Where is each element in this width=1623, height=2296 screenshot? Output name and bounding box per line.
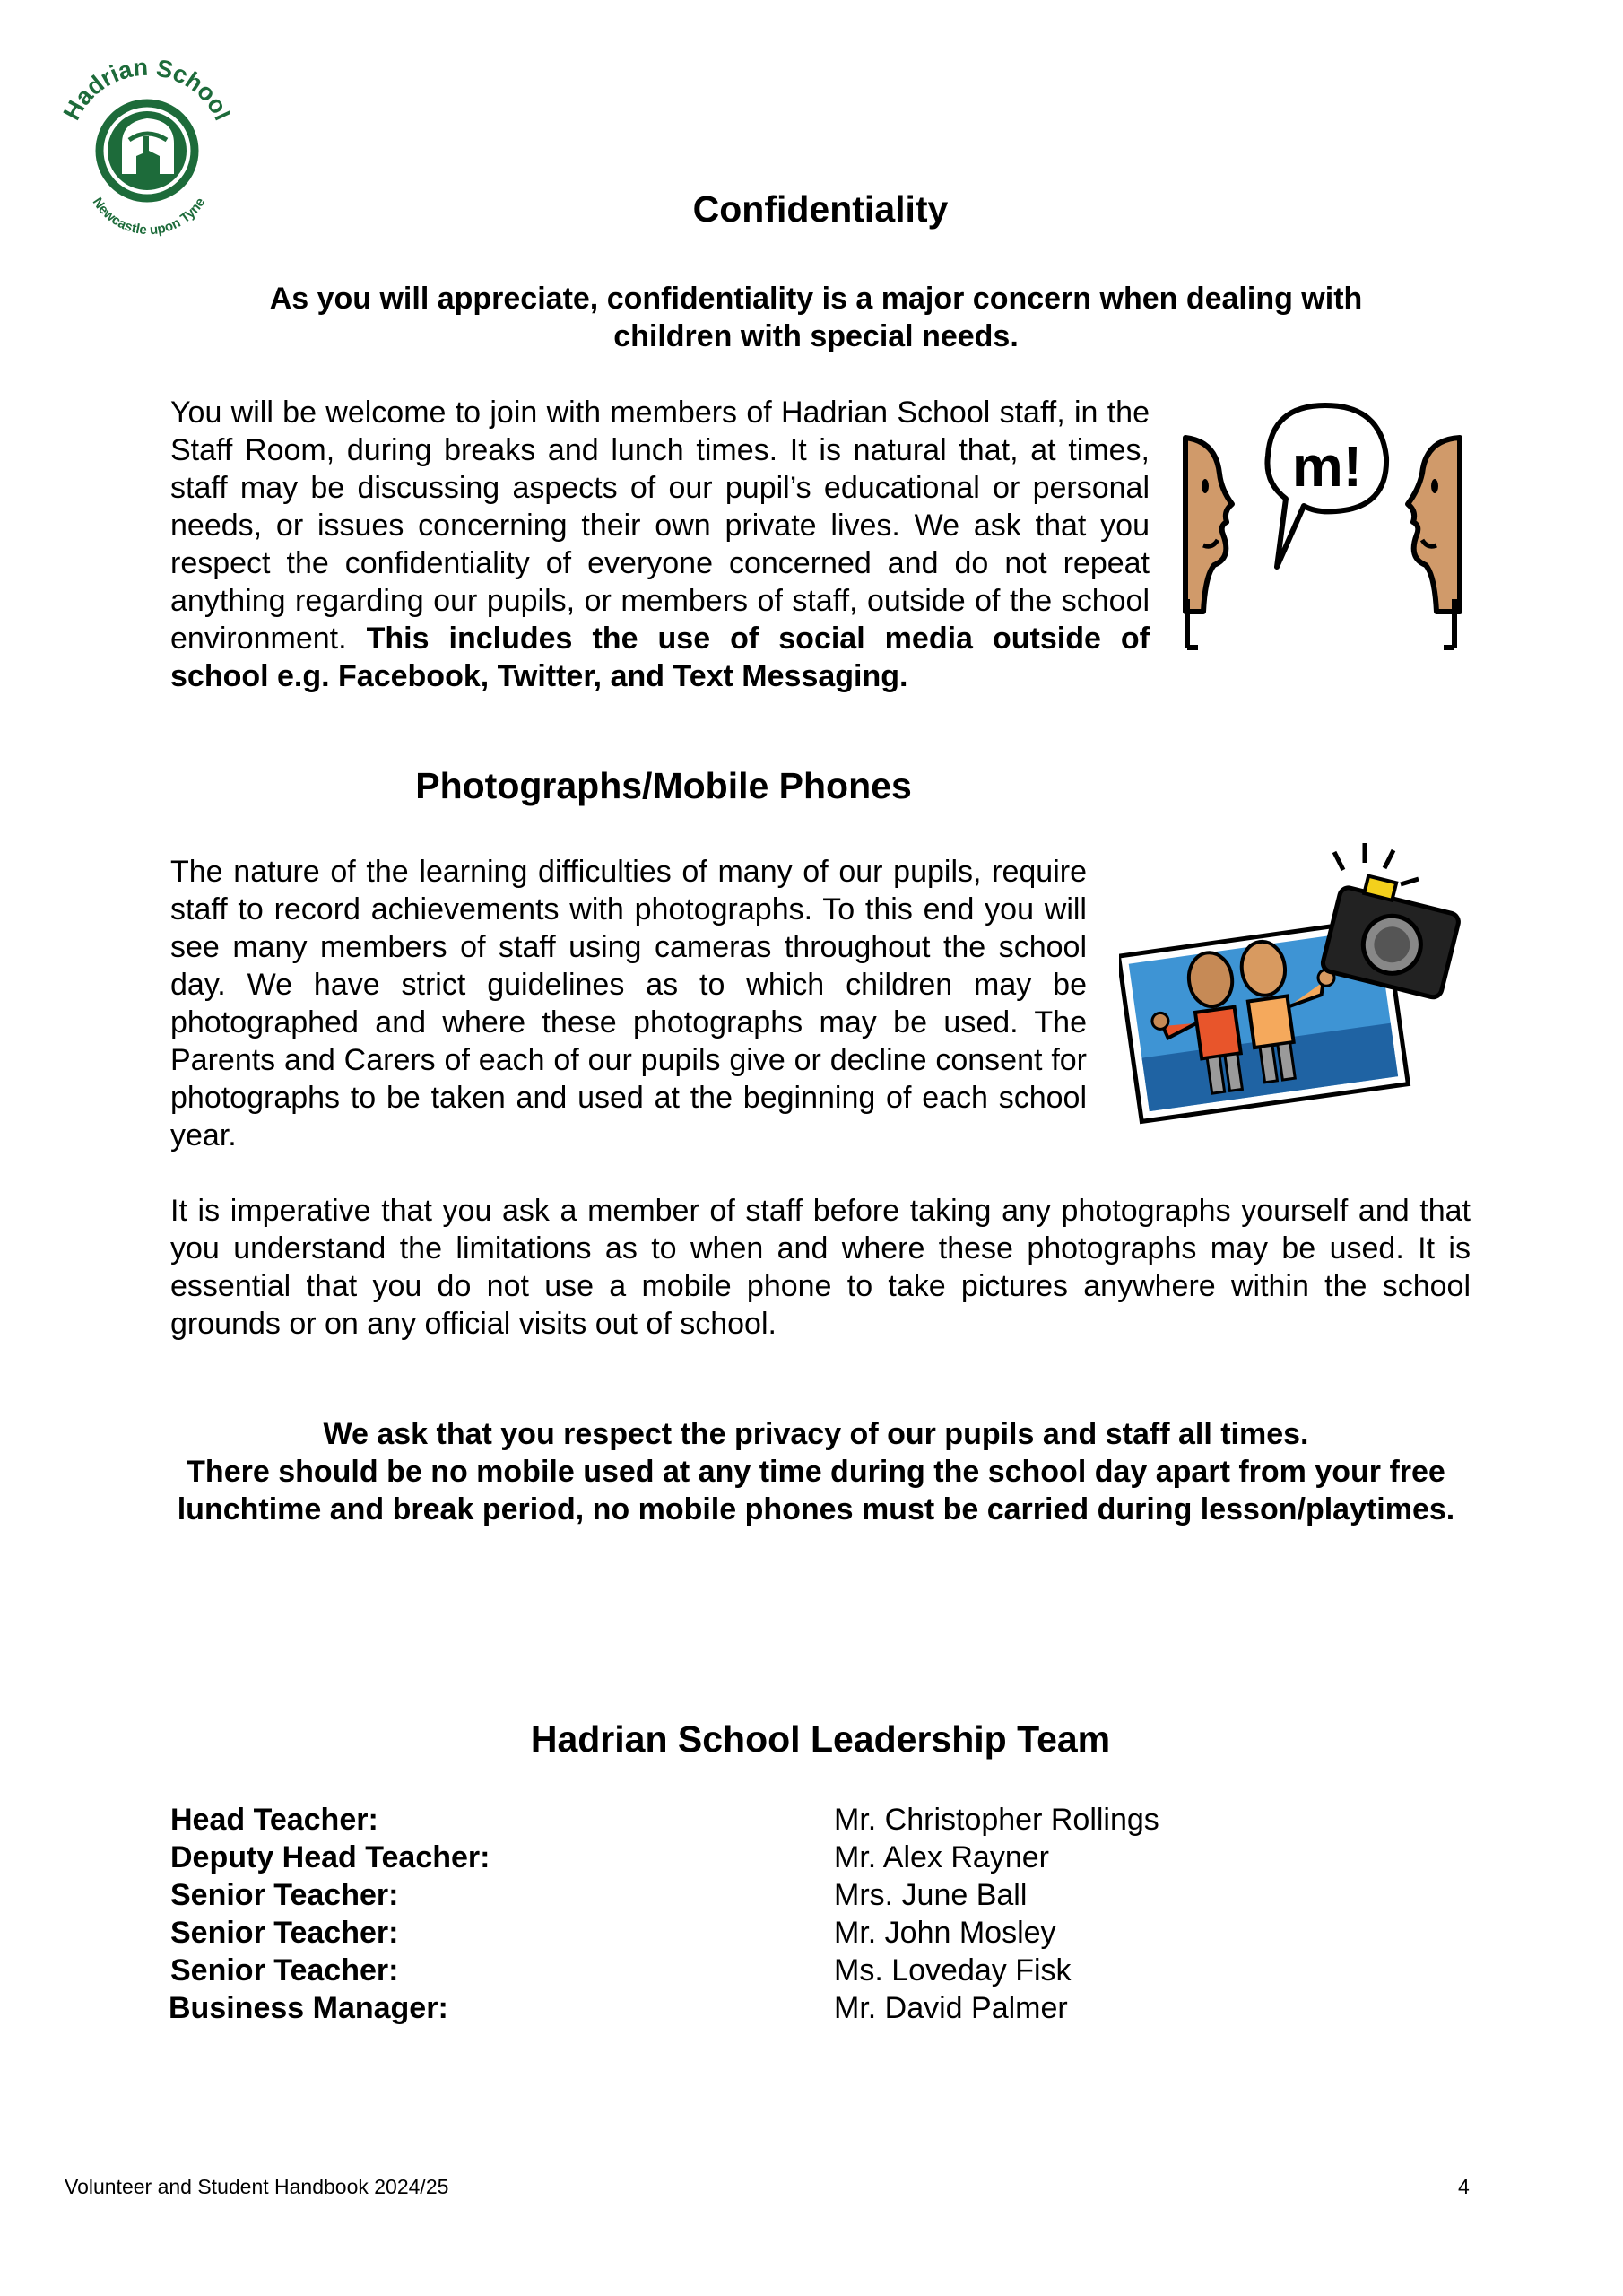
staff-role: Deputy Head Teacher: <box>170 1840 490 1874</box>
photographs-para-2: It is imperative that you ask a member of staff before taking any photographs yourself and that you understand the limitations as to when and where these photographs may be used. It is essential that you do not use a mobile phone to take pictures anywhere within the school grounds or on any official visits out of school. <box>170 1194 1471 1341</box>
leadership-row <box>0 1839 1623 1876</box>
staff-name: Mrs. June Ball <box>834 1878 1028 1912</box>
confidentiality-title: Confidentiality <box>692 188 949 230</box>
confidentiality-intro: As you will appreciate, confidentiality is a major concern when dealing with children with special needs. <box>269 282 1363 353</box>
photographs-illustration <box>1119 839 1465 1137</box>
leadership-row <box>0 1801 1623 1839</box>
staff-name: Mr. Christopher Rollings <box>834 1803 1159 1837</box>
staff-role: Business Manager: <box>169 1991 448 2025</box>
two-faces-talking-icon <box>1182 400 1463 657</box>
camera-photograph-icon <box>1119 839 1465 1137</box>
closing-line-1: We ask that you respect the privacy of our pupils and staff all times. <box>323 1417 1309 1451</box>
page-number: 4 <box>1458 2175 1470 2198</box>
staff-name: Mr. David Palmer <box>834 1991 1068 2025</box>
staff-role: Senior Teacher: <box>170 1878 399 1912</box>
logo-arc-bottom: Newcastle upon Tyne <box>89 195 209 239</box>
staff-name: Mr. John Mosley <box>834 1916 1056 1950</box>
leadership-row <box>0 1952 1623 1989</box>
confidentiality-body-bold: This includes the use of social media outside of school e.g. Facebook, Twitter, and Text Messaging. <box>170 622 1150 693</box>
confidentiality-illustration <box>1182 400 1463 657</box>
leadership-row <box>0 1989 1623 2027</box>
leadership-title: Hadrian School Leadership Team <box>530 1718 1111 1760</box>
hadrian-school-logo-icon <box>59 50 230 248</box>
photographs-title: Photographs/Mobile Phones <box>415 765 912 806</box>
staff-role: Senior Teacher: <box>170 1916 399 1950</box>
logo-arc-top: Hadrian Schoo <box>59 53 230 125</box>
staff-name: Mr. Alex Rayner <box>834 1840 1049 1874</box>
staff-name: Ms. Loveday Fisk <box>834 1953 1072 1987</box>
leadership-row <box>0 1914 1623 1952</box>
school-logo <box>59 50 230 248</box>
confidentiality-body-text: You will be welcome to join with members of Hadrian School staff, in the Staff Room, during breaks and lunch times. It is natural that, at times, staff may be discussing aspects of our pupil’s educational or personal needs, or issues concerning their own private lives. We ask that you respect the confidentiality of everyone concerned and do not repeat anything regarding our pupils, or members of staff, outside of the school environment. <box>170 396 1150 656</box>
photographs-para-1: The nature of the learning difficulties of many of our pupils, require staff to record achievements with photographs. To this end you will see many members of staff using cameras throughout the school day. We have strict guidelines as to which children may be photographed and where these photographs may be used. The Parents and Carers of each of our pupils give or decline consent for photographs to be taken and used at the beginning of each school year. <box>170 855 1087 1152</box>
closing-statement <box>166 1415 1466 1528</box>
footer-title: Volunteer and Student Handbook 2024/25 <box>65 2175 449 2198</box>
speech-bubble-text: m! <box>1291 434 1363 499</box>
confidentiality-body <box>170 394 1150 695</box>
staff-role: Senior Teacher: <box>170 1953 399 1987</box>
closing-line-2: There should be no mobile used at any time during the school day apart from your free lunchtime and break period, no mobile phones must be carried during lesson/playtimes. <box>177 1455 1455 1526</box>
leadership-row <box>0 1876 1623 1914</box>
staff-role: Head Teacher: <box>170 1803 378 1837</box>
